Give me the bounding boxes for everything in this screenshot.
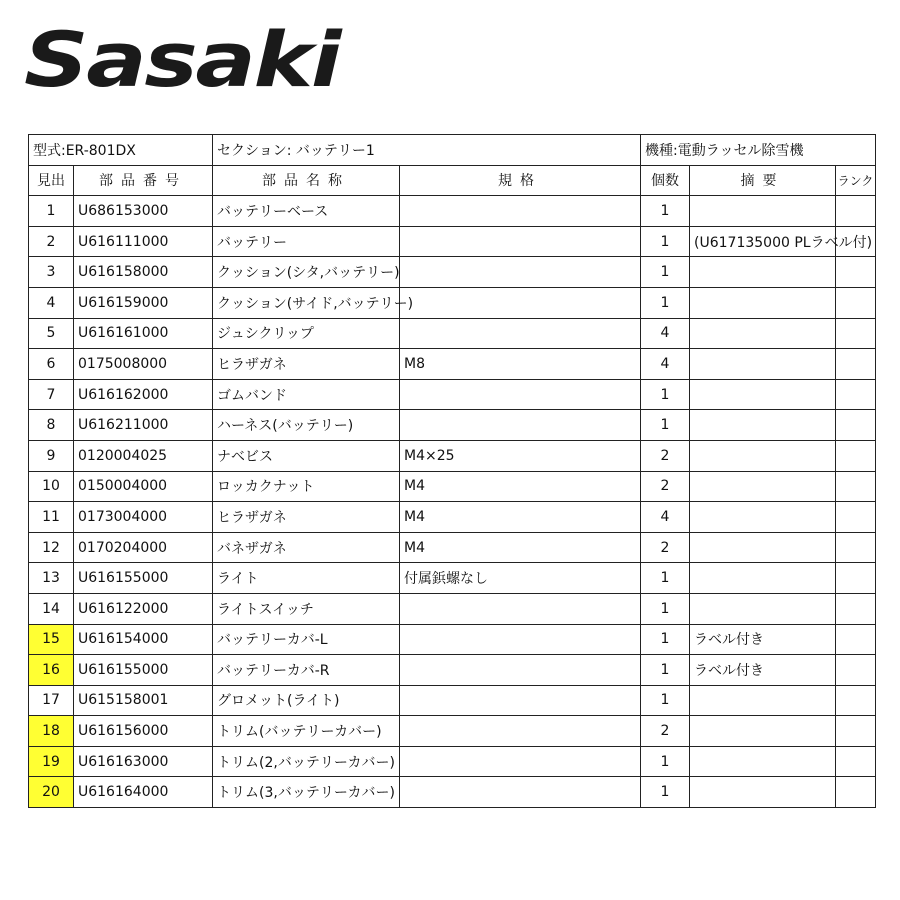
- part-name-cell: グロメット(ライト): [213, 685, 400, 716]
- quantity-cell: 1: [641, 379, 690, 410]
- row-index-cell: 15: [29, 624, 74, 655]
- spec-cell: [400, 196, 641, 227]
- col-note: 摘要: [690, 165, 836, 196]
- row-index-cell: 18: [29, 716, 74, 747]
- spec-cell: [400, 655, 641, 686]
- part-number-cell: U686153000: [74, 196, 213, 227]
- part-number-cell: 0173004000: [74, 502, 213, 533]
- rank-cell: [836, 777, 876, 808]
- rank-cell: [836, 593, 876, 624]
- quantity-cell: 1: [641, 196, 690, 227]
- rank-cell: [836, 471, 876, 502]
- row-index-cell: 8: [29, 410, 74, 441]
- part-number-cell: U616162000: [74, 379, 213, 410]
- model-cell: 型式:ER-801DX: [29, 135, 213, 166]
- quantity-cell: 1: [641, 624, 690, 655]
- sasaki-logo: Sasaki: [24, 15, 340, 104]
- note-cell: (U617135000 PLラベル付): [690, 226, 836, 257]
- note-cell: [690, 532, 836, 563]
- rank-cell: [836, 318, 876, 349]
- part-number-cell: U616122000: [74, 593, 213, 624]
- part-number-cell: 0120004025: [74, 440, 213, 471]
- row-index-cell: 5: [29, 318, 74, 349]
- row-index-cell: 19: [29, 746, 74, 777]
- row-index-cell: 17: [29, 685, 74, 716]
- note-cell: [690, 685, 836, 716]
- spec-cell: [400, 379, 641, 410]
- table-row: [29, 440, 876, 471]
- quantity-cell: 1: [641, 777, 690, 808]
- col-qty: 個数: [641, 165, 690, 196]
- table-row: [29, 777, 876, 808]
- col-spec: 規格: [400, 165, 641, 196]
- part-name-cell: バッテリー: [213, 226, 400, 257]
- note-cell: [690, 349, 836, 380]
- row-index-cell: 16: [29, 655, 74, 686]
- note-cell: [690, 257, 836, 288]
- quantity-cell: 1: [641, 287, 690, 318]
- spec-cell: [400, 410, 641, 441]
- parts-table: [28, 134, 876, 808]
- part-number-cell: U615158001: [74, 685, 213, 716]
- note-cell: [690, 471, 836, 502]
- quantity-cell: 2: [641, 716, 690, 747]
- table-row: [29, 655, 876, 686]
- row-index-cell: 9: [29, 440, 74, 471]
- note-cell: [690, 563, 836, 594]
- spec-cell: [400, 593, 641, 624]
- table-row: [29, 593, 876, 624]
- table-row: [29, 226, 876, 257]
- note-cell: [690, 287, 836, 318]
- spec-cell: [400, 257, 641, 288]
- table-row: [29, 349, 876, 380]
- rank-cell: [836, 502, 876, 533]
- row-index-cell: 10: [29, 471, 74, 502]
- part-name-cell: トリム(バッテリーカバー): [213, 716, 400, 747]
- part-name-cell: ロッカクナット: [213, 471, 400, 502]
- part-number-cell: 0175008000: [74, 349, 213, 380]
- part-name-cell: クッション(シタ,バッテリー): [213, 257, 400, 288]
- quantity-cell: 2: [641, 532, 690, 563]
- spec-cell: [400, 624, 641, 655]
- table-row: [29, 502, 876, 533]
- rank-cell: [836, 624, 876, 655]
- row-index-cell: 4: [29, 287, 74, 318]
- rank-cell: [836, 287, 876, 318]
- rank-cell: [836, 440, 876, 471]
- rank-cell: [836, 196, 876, 227]
- spec-cell: [400, 685, 641, 716]
- part-number-cell: U616156000: [74, 716, 213, 747]
- part-number-cell: U616159000: [74, 287, 213, 318]
- quantity-cell: 1: [641, 257, 690, 288]
- row-index-cell: 3: [29, 257, 74, 288]
- spec-cell: [400, 318, 641, 349]
- note-cell: [690, 379, 836, 410]
- row-index-cell: 7: [29, 379, 74, 410]
- part-number-cell: U616164000: [74, 777, 213, 808]
- note-cell: [690, 410, 836, 441]
- header-info-row: [29, 135, 876, 166]
- table-row: [29, 196, 876, 227]
- spec-cell: M4: [400, 532, 641, 563]
- part-name-cell: ライト: [213, 563, 400, 594]
- rank-cell: [836, 746, 876, 777]
- table-row: [29, 287, 876, 318]
- note-cell: [690, 746, 836, 777]
- table-row: [29, 379, 876, 410]
- part-name-cell: トリム(2,バッテリーカバー): [213, 746, 400, 777]
- part-number-cell: U616155000: [74, 563, 213, 594]
- row-index-cell: 11: [29, 502, 74, 533]
- spec-cell: [400, 226, 641, 257]
- rank-cell: [836, 349, 876, 380]
- part-number-cell: U616155000: [74, 655, 213, 686]
- note-cell: [690, 777, 836, 808]
- table-row: [29, 532, 876, 563]
- column-header-row: [29, 165, 876, 196]
- quantity-cell: 4: [641, 318, 690, 349]
- table-row: [29, 624, 876, 655]
- col-part-name: 部品名称: [213, 165, 400, 196]
- note-cell: ラベル付き: [690, 624, 836, 655]
- note-cell: [690, 502, 836, 533]
- part-name-cell: ヒラザガネ: [213, 349, 400, 380]
- note-cell: [690, 318, 836, 349]
- table-row: [29, 746, 876, 777]
- part-number-cell: 0150004000: [74, 471, 213, 502]
- spec-cell: M8: [400, 349, 641, 380]
- parts-table-body: [29, 135, 876, 808]
- part-name-cell: バッテリーカバ-L: [213, 624, 400, 655]
- table-row: [29, 410, 876, 441]
- quantity-cell: 1: [641, 226, 690, 257]
- part-name-cell: クッション(サイド,バッテリー): [213, 287, 400, 318]
- row-index-cell: 14: [29, 593, 74, 624]
- rank-cell: [836, 257, 876, 288]
- spec-cell: [400, 746, 641, 777]
- table-row: [29, 471, 876, 502]
- rank-cell: [836, 410, 876, 441]
- rank-cell: [836, 716, 876, 747]
- quantity-cell: 4: [641, 349, 690, 380]
- table-row: [29, 257, 876, 288]
- rank-cell: [836, 685, 876, 716]
- row-index-cell: 12: [29, 532, 74, 563]
- part-name-cell: ジュシクリップ: [213, 318, 400, 349]
- spec-cell: [400, 716, 641, 747]
- machine-cell: 機種:電動ラッセル除雪機: [641, 135, 876, 166]
- rank-cell: [836, 655, 876, 686]
- part-number-cell: U616163000: [74, 746, 213, 777]
- quantity-cell: 1: [641, 746, 690, 777]
- quantity-cell: 1: [641, 685, 690, 716]
- spec-cell: M4: [400, 502, 641, 533]
- part-name-cell: バッテリーベース: [213, 196, 400, 227]
- note-cell: [690, 440, 836, 471]
- quantity-cell: 1: [641, 563, 690, 594]
- table-row: [29, 716, 876, 747]
- part-number-cell: 0170204000: [74, 532, 213, 563]
- table-row: [29, 563, 876, 594]
- note-cell: ラベル付き: [690, 655, 836, 686]
- row-index-cell: 13: [29, 563, 74, 594]
- quantity-cell: 1: [641, 655, 690, 686]
- part-number-cell: U616111000: [74, 226, 213, 257]
- part-name-cell: ゴムバンド: [213, 379, 400, 410]
- quantity-cell: 2: [641, 471, 690, 502]
- row-index-cell: 2: [29, 226, 74, 257]
- spec-cell: 付属鋲螺なし: [400, 563, 641, 594]
- note-cell: [690, 716, 836, 747]
- note-cell: [690, 593, 836, 624]
- rank-cell: [836, 532, 876, 563]
- quantity-cell: 1: [641, 410, 690, 441]
- row-index-cell: 20: [29, 777, 74, 808]
- part-name-cell: ヒラザガネ: [213, 502, 400, 533]
- row-index-cell: 6: [29, 349, 74, 380]
- spec-cell: [400, 287, 641, 318]
- part-number-cell: U616158000: [74, 257, 213, 288]
- quantity-cell: 2: [641, 440, 690, 471]
- section-cell: セクション: バッテリー1: [213, 135, 641, 166]
- spec-cell: [400, 777, 641, 808]
- table-row: [29, 685, 876, 716]
- rank-cell: [836, 379, 876, 410]
- col-rank: ランク: [836, 165, 876, 196]
- part-name-cell: バッテリーカバ-R: [213, 655, 400, 686]
- quantity-cell: 1: [641, 593, 690, 624]
- quantity-cell: 4: [641, 502, 690, 533]
- row-index-cell: 1: [29, 196, 74, 227]
- spec-cell: M4×25: [400, 440, 641, 471]
- part-name-cell: ハーネス(バッテリー): [213, 410, 400, 441]
- note-cell: [690, 196, 836, 227]
- part-number-cell: U616161000: [74, 318, 213, 349]
- part-name-cell: トリム(3,バッテリーカバー): [213, 777, 400, 808]
- part-number-cell: U616211000: [74, 410, 213, 441]
- part-name-cell: ナベビス: [213, 440, 400, 471]
- table-row: [29, 318, 876, 349]
- rank-cell: [836, 563, 876, 594]
- part-name-cell: バネザガネ: [213, 532, 400, 563]
- part-name-cell: ライトスイッチ: [213, 593, 400, 624]
- part-number-cell: U616154000: [74, 624, 213, 655]
- spec-cell: M4: [400, 471, 641, 502]
- col-index: 見出: [29, 165, 74, 196]
- col-part-no: 部品番号: [74, 165, 213, 196]
